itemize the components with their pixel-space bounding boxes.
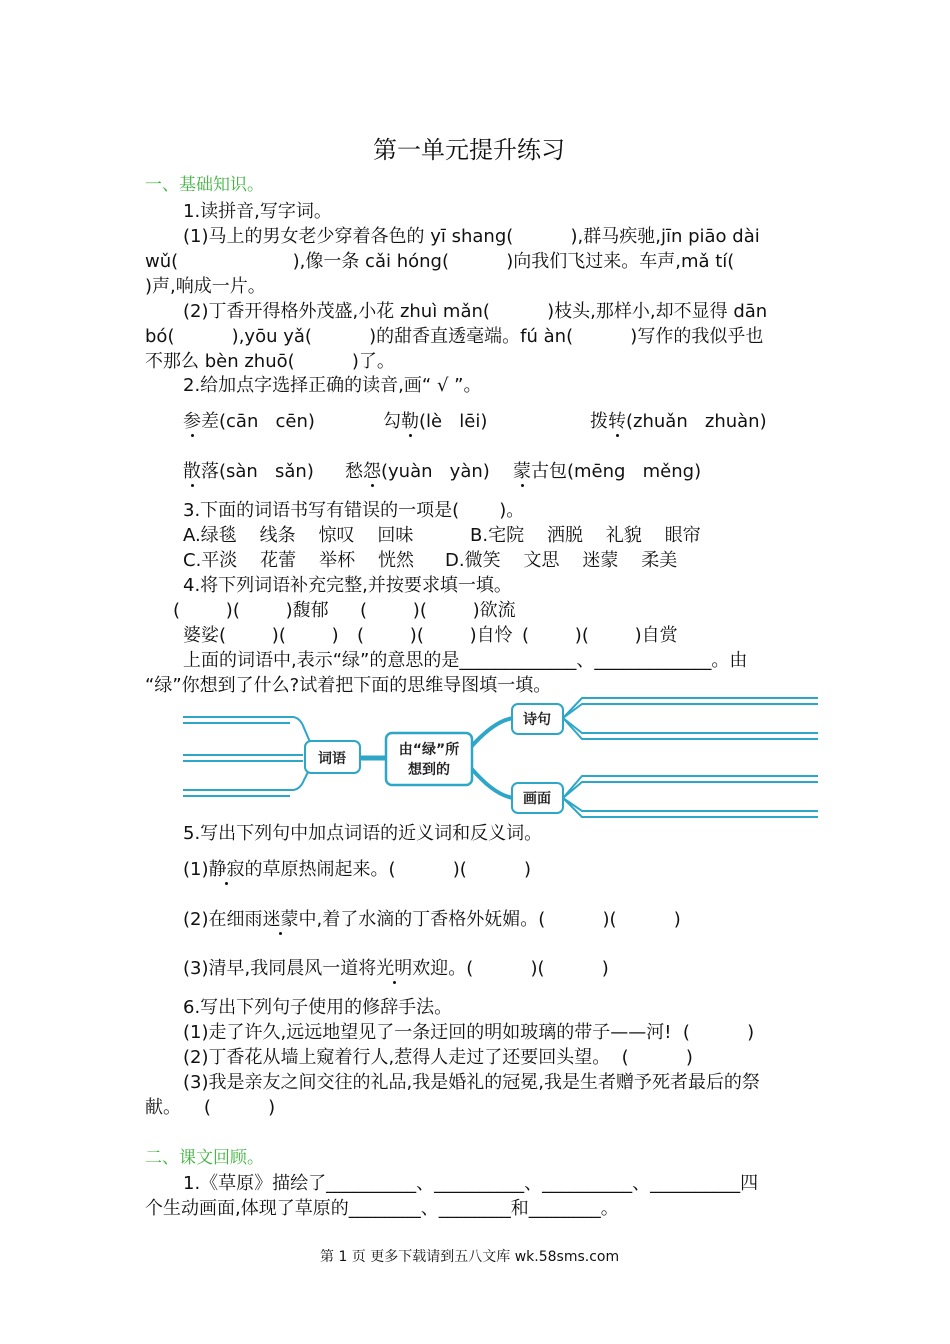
question-1-line: (2)丁香开得格外茂盛,小花 zhuì mǎn( )枝头,那样小,却不显得 dān	[183, 301, 768, 322]
pronunciation-item: 愁怨(yuàn yàn)	[345, 461, 490, 482]
idiom-blank: ( )( )自赏	[522, 625, 678, 646]
question-6-item: 献。 ( )	[145, 1097, 276, 1118]
question-1-line: 不那么 bèn zhuō( )了。	[145, 351, 395, 372]
question-5-item: (2)在细雨迷蒙中,着了水滴的丁香格外妩媚。( )( )	[183, 909, 681, 930]
dotted-char: 怨	[363, 461, 381, 482]
question-1-line: bó( ),yōu yǎ( )的甜香直透毫端。fú àn( )写作的我似乎也	[145, 326, 764, 347]
page-footer: 第 1 页 更多下载请到五八文库 wk.58sms.com	[320, 1249, 620, 1265]
dotted-word: 光明	[376, 958, 413, 979]
section-heading-review: 二、课文回顾。	[145, 1148, 264, 1168]
mind-map-label: 想到的	[408, 762, 450, 778]
question-3-heading: 3.下面的词语书写有错误的一项是( )。	[183, 500, 525, 521]
option-d: D.微笑 文思 迷蒙 柔美	[445, 550, 678, 571]
pronunciation-item: 拨转(zhuǎn zhuàn)	[590, 411, 767, 432]
question-5-heading: 5.写出下列句中加点词语的近义词和反义词。	[183, 823, 543, 844]
option-b: B.宅院 洒脱 礼貌 眼帘	[470, 525, 701, 546]
question-1-line: )声,响成一片。	[145, 276, 266, 297]
question-4-fill: 上面的词语中,表示“绿”的意思的是_____________、_____________。由	[183, 650, 748, 671]
question-5-item: (3)清早,我同晨风一道将光明欢迎。( )( )	[183, 958, 609, 979]
question-4-heading: 4.将下列词语补充完整,并按要求填一填。	[183, 575, 512, 596]
idiom-blank: ( )( )馥郁	[173, 600, 329, 621]
dotted-word: 迷蒙	[262, 909, 299, 930]
option-a: A.绿毯 线条 惊叹 回味	[183, 525, 414, 546]
mind-map-label: 由“绿”所	[398, 742, 460, 758]
idiom-blank: ( )( )欲流	[360, 600, 516, 621]
question-1-line: (1)马上的男女老少穿着各色的 yī shang( ),群马疾驰,jīn piāo dài	[183, 226, 760, 247]
dotted-word: 静寂	[208, 859, 245, 880]
dotted-char: 散	[183, 461, 201, 482]
question-6-item: (1)走了许久,远远地望见了一条迂回的明如玻璃的带子——河! ( )	[183, 1022, 755, 1043]
pronunciation-item: 参差(cān cēn)	[183, 411, 315, 432]
option-c: C.平淡 花蕾 举杯 恍然	[183, 550, 414, 571]
review-line: 个生动画面,体现了草原的________、________和________。	[145, 1198, 619, 1219]
pronunciation-item: 散落(sàn sǎn)	[183, 461, 314, 482]
question-2-heading: 2.给加点字选择正确的读音,画“ √ ”。	[183, 375, 482, 396]
question-5-item: (1)静寂的草原热闹起来。( )( )	[183, 859, 532, 880]
question-1-heading: 1.读拼音,写字词。	[183, 201, 332, 222]
section-heading-basics: 一、基础知识。	[145, 175, 264, 195]
question-6-item: (3)我是亲友之间交往的礼品,我是婚礼的冠冕,我是生者赠予死者最后的祭	[183, 1072, 760, 1093]
mind-map-label: 诗句	[523, 712, 551, 728]
mind-map-label: 画面	[523, 791, 551, 807]
question-6-item: (2)丁香花从墙上窥着行人,惹得人走过了还要回头望。 ( )	[183, 1047, 693, 1068]
dotted-char: 参	[183, 411, 201, 432]
review-line: 1.《草原》描绘了__________、__________、__________、__________四	[183, 1173, 759, 1194]
dotted-char: 转	[608, 411, 626, 432]
page-title: 第一单元提升练习	[373, 136, 565, 164]
question-1-line: wǔ( ),像一条 cǎi hóng( )向我们飞过来。车声,mǎ tí(	[145, 251, 735, 272]
mind-map-label: 词语	[318, 751, 346, 767]
dotted-char: 勒	[401, 411, 419, 432]
dotted-char: 蒙	[513, 461, 531, 482]
question-6-heading: 6.写出下列句子使用的修辞手法。	[183, 997, 453, 1018]
question-4-fill: “绿”你想到了什么?试着把下面的思维导图填一填。	[145, 675, 552, 696]
pronunciation-item: 勾勒(lè lēi)	[383, 411, 488, 432]
idiom-blank: 婆娑( )( )	[183, 625, 339, 646]
pronunciation-item: 蒙古包(mēng měng)	[513, 461, 702, 482]
idiom-blank: ( )( )自怜	[357, 625, 513, 646]
